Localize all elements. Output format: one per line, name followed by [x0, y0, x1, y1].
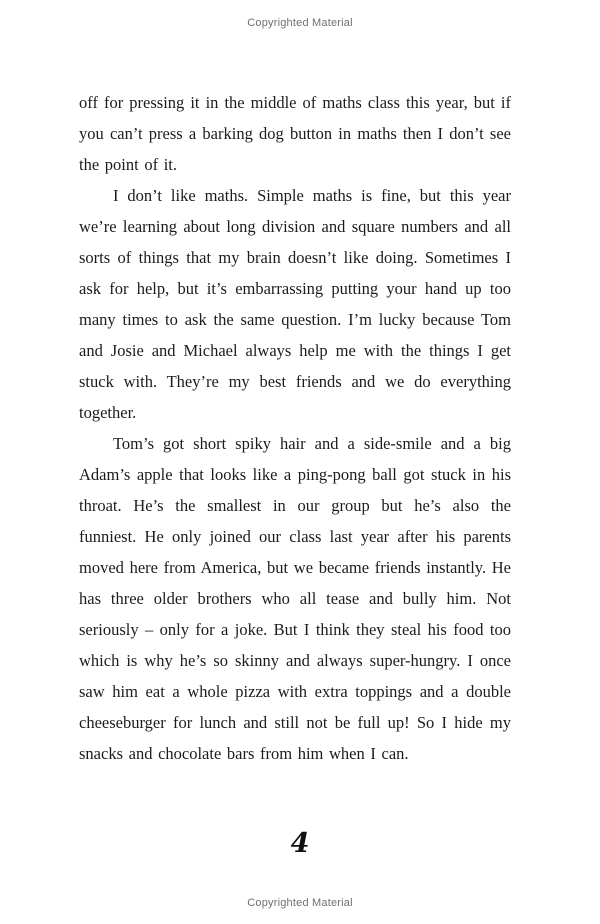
paragraph: off for pressing it in the middle of maths class this year, but if you can’t press a barking dog button in maths then I don’t see the point of it.	[79, 93, 511, 174]
copyright-notice-top: Copyrighted Material	[247, 17, 353, 29]
page-number: 4	[290, 828, 310, 859]
body-text	[79, 87, 511, 769]
paragraph: Tom’s got short spiky hair and a side-smile and a big Adam’s apple that looks like a ping-pong ball got stuck in his throat. He’s the smallest in our group but he’s also the funniest. He only joined our class last year after his parents moved here from America, but we became friends instantly. He has three older brothers who all tease and bully him. Not seriously – only for a joke. But I think they steal his food too which is why he’s so skinny and always super-hungry. I once saw him eat a whole pizza with extra toppings and a double cheeseburger for lunch and still not be full up! So I hide my snacks and chocolate bars from him when I can.	[79, 434, 511, 763]
copyright-notice-bottom: Copyrighted Material	[247, 897, 353, 909]
paragraph: I don’t like maths. Simple maths is fine, but this year we’re learning about long division and square numbers and all sorts of things that my brain doesn’t like doing. Sometimes I ask for help, but it’s embarrassing putting your hand up too many times to ask the same question. I’m lucky because Tom and Josie and Michael always help me with the things I get stuck with. They’re my best friends and we do everything together.	[79, 186, 511, 422]
